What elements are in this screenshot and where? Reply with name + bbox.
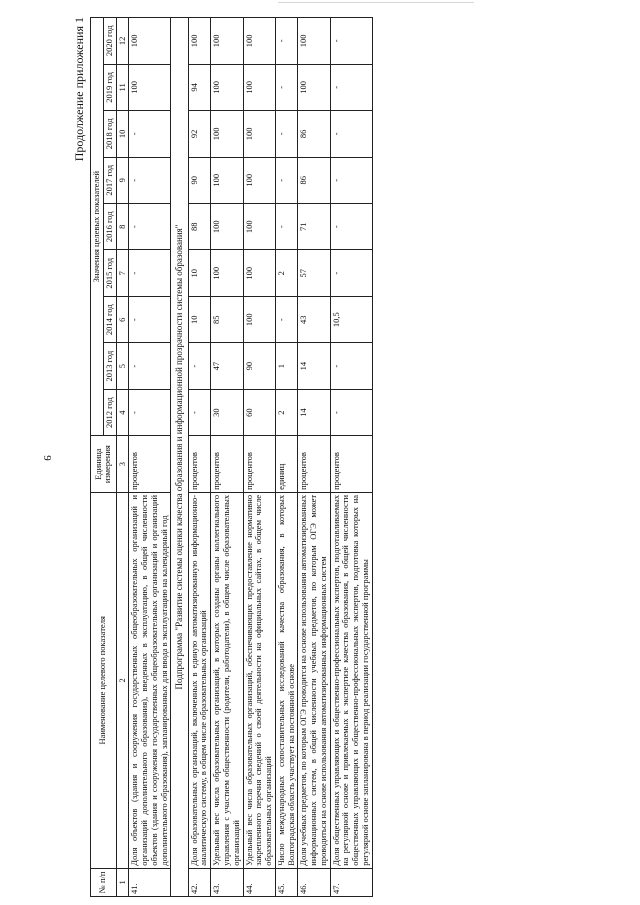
indicator-value: - (330, 64, 372, 110)
indicator-value: 14 (298, 343, 330, 389)
indicator-value: - (275, 111, 298, 157)
table-row (298, 18, 330, 897)
column-number: 10 (116, 111, 129, 157)
indicator-name: Удельный вес числа образовательных организаций, обеспечивающих предоставление нормативно закрепленного перечня сведений о своей деятельности на официальных сайтах, в общем числе образовательных организаций (243, 492, 275, 868)
table-row (275, 18, 298, 897)
indicator-value: 14 (298, 389, 330, 435)
table-row (188, 18, 211, 897)
row-number: 45. (275, 868, 298, 896)
header-year: 2013 год (103, 343, 116, 389)
indicator-value: 94 (188, 64, 211, 110)
indicator-name: Доля общественных управляющих и общественно-профессиональных экспертов, подготавливаемых на регулярной основе и привлекаемых к экспертизе качества образования, в общей численности общественных управляющих и общественно-профессиональных экспертов, подготовка которых на регулярной основе запланирована в период реализации государственной программы (330, 492, 372, 868)
indicator-value: - (129, 296, 171, 342)
column-number: 9 (116, 157, 129, 203)
indicator-value: 1 (275, 343, 298, 389)
column-number: 11 (116, 64, 129, 110)
indicator-unit: процентов (188, 436, 211, 493)
header-year: 2015 год (103, 250, 116, 296)
indicator-value: 100 (188, 18, 211, 65)
indicator-value: - (330, 204, 372, 250)
indicator-value: 100 (243, 111, 275, 157)
indicator-value: 2 (275, 389, 298, 435)
indicator-value: - (129, 111, 171, 157)
indicator-unit: процентов (129, 436, 171, 493)
column-number: 4 (116, 389, 129, 435)
indicator-value: - (129, 389, 171, 435)
header-num: № п/п (91, 868, 117, 896)
indicator-value: - (275, 204, 298, 250)
indicator-value: - (275, 296, 298, 342)
indicator-value: 100 (211, 64, 243, 110)
indicator-value: 100 (243, 204, 275, 250)
rotated-table-region (72, 17, 632, 897)
indicator-value: - (330, 18, 372, 65)
indicator-value: - (330, 111, 372, 157)
header-year: 2014 год (103, 296, 116, 342)
subprogram-section (171, 18, 188, 897)
indicator-value: 60 (243, 389, 275, 435)
indicator-unit: процентов (243, 436, 275, 493)
header-year: 2018 год (103, 111, 116, 157)
indicator-value: 10,5 (330, 296, 372, 342)
indicator-value: 10 (188, 296, 211, 342)
indicator-value: - (129, 157, 171, 203)
indicator-value: - (188, 343, 211, 389)
indicator-value: 100 (298, 18, 330, 65)
indicator-value: 100 (243, 18, 275, 65)
column-number: 5 (116, 343, 129, 389)
indicator-value: 100 (243, 296, 275, 342)
header-year: 2016 год (103, 204, 116, 250)
indicator-value: - (275, 157, 298, 203)
indicator-name: Доля объектов (здания и сооружения государственных общеобразовательных организаций и организаций дополнительного образования), введенных в эксплуатацию, в общей численности объектов (здания и сооружения государственных общеобразовательных организаций и организаций дополнительного образования), запланированных для ввода в эксплуатацию на календарный год (129, 492, 171, 868)
indicator-value: 43 (298, 296, 330, 342)
indicator-value: 2 (275, 250, 298, 296)
indicator-value: 47 (211, 343, 243, 389)
indicator-value: 100 (243, 64, 275, 110)
header-unit: Единица измерения (91, 436, 117, 493)
table-body-before (129, 18, 171, 897)
indicator-value: 100 (129, 64, 171, 110)
indicator-value: 92 (188, 111, 211, 157)
column-number: 2 (116, 492, 129, 868)
indicator-value: - (275, 18, 298, 65)
row-number: 44. (243, 868, 275, 896)
header-year: 2019 год (103, 64, 116, 110)
column-number: 6 (116, 296, 129, 342)
top-rule (278, 2, 474, 3)
indicator-value: 100 (243, 250, 275, 296)
column-number: 8 (116, 204, 129, 250)
indicator-value: 88 (188, 204, 211, 250)
indicator-value: 100 (298, 64, 330, 110)
header-year: 2012 год (103, 389, 116, 435)
header-name: Наименование целевого показателя (91, 492, 117, 868)
indicator-value: - (188, 389, 211, 435)
header-year: 2017 год (103, 157, 116, 203)
indicator-value: 90 (188, 157, 211, 203)
indicator-name: Доля образовательных организаций, включенных в единую автоматизированную информационно-аналитическую систему, в общем числе образовательных организаций (188, 492, 211, 868)
row-number: 46. (298, 868, 330, 896)
indicator-value: 100 (211, 18, 243, 65)
indicator-value: - (275, 64, 298, 110)
indicator-value: 100 (243, 157, 275, 203)
table-row (129, 18, 171, 897)
indicator-value: 10 (188, 250, 211, 296)
indicator-unit: единиц (275, 436, 298, 493)
indicator-name: Число международных сопоставительных исследований качества образования, в которых Волгоградская область участвует на постоянной основе (275, 492, 298, 868)
indicator-value: - (129, 204, 171, 250)
indicator-value: 100 (211, 204, 243, 250)
indicator-value: 100 (211, 111, 243, 157)
column-number: 3 (116, 436, 129, 493)
indicator-value: 86 (298, 157, 330, 203)
indicator-name: Удельный вес числа образовательных организаций, в которых созданы органы коллегиального управления с участием общественности (родители, работодатели), в общем числе образовательных организаций (211, 492, 243, 868)
indicator-unit: процентов (298, 436, 330, 493)
indicator-value: - (330, 250, 372, 296)
column-number: 1 (116, 868, 129, 896)
indicator-value: 71 (298, 204, 330, 250)
row-number: 43. (211, 868, 243, 896)
indicator-value: 100 (129, 18, 171, 65)
indicator-value: 86 (298, 111, 330, 157)
appendix-caption: Продолжение приложения 1 (72, 17, 86, 162)
row-number: 42. (188, 868, 211, 896)
row-number: 41. (129, 868, 171, 896)
column-number: 7 (116, 250, 129, 296)
indicator-name: Доля учебных предметов, по которым ОГЭ проводится на основе использования автоматизированных информационных систем, в общей численности учебных предметов, по которым ОГЭ может проводиться на основе использования автоматизированных информационных систем (298, 492, 330, 868)
column-number: 12 (116, 18, 129, 65)
indicator-value: 100 (211, 250, 243, 296)
indicator-value: 30 (211, 389, 243, 435)
indicator-value: - (129, 250, 171, 296)
table-row (243, 18, 275, 897)
row-number: 47. (330, 868, 372, 896)
indicator-value: 85 (211, 296, 243, 342)
indicator-unit: процентов (211, 436, 243, 493)
indicator-value: - (129, 343, 171, 389)
indicator-value: - (330, 157, 372, 203)
indicator-unit: процентов (330, 436, 372, 493)
header-year: 2020 год (103, 18, 116, 65)
indicator-value: 57 (298, 250, 330, 296)
indicator-value: 90 (243, 343, 275, 389)
indicators-table (90, 17, 373, 897)
indicator-value: 100 (211, 157, 243, 203)
page-number: 9 (40, 455, 53, 461)
table-row (330, 18, 372, 897)
table-body-after (188, 18, 372, 897)
indicator-value: - (330, 343, 372, 389)
indicator-value: - (330, 389, 372, 435)
header-values-group: Значения целевых показателей (91, 18, 104, 436)
table-row (211, 18, 243, 897)
subprogram-title: Подпрограмма "Развитие системы оценки качества образования и информационной прозрачности системы образования" (171, 18, 188, 897)
